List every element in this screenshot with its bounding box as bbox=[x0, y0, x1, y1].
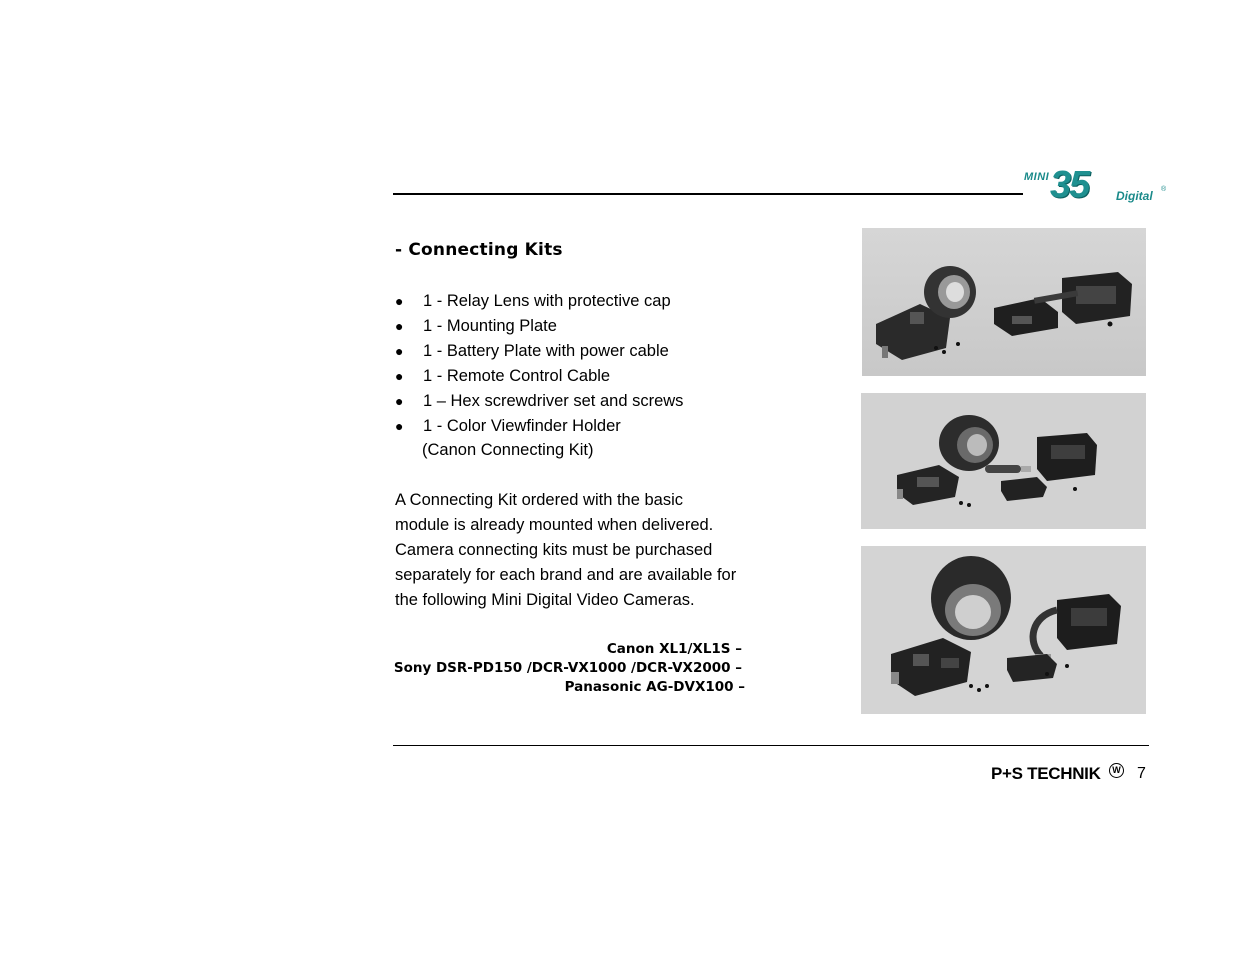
list-item bbox=[395, 414, 683, 439]
description-paragraph bbox=[395, 488, 736, 613]
bullet-icon: ● bbox=[395, 293, 404, 309]
paragraph-line: the following Mini Digital Video Cameras. bbox=[395, 591, 695, 609]
page-number: 7 bbox=[1137, 765, 1146, 782]
bullet-icon: ● bbox=[395, 418, 404, 434]
product-photo-canon-kit bbox=[862, 228, 1146, 376]
list-item-text: 1 - Mounting Plate bbox=[423, 317, 557, 335]
list-item bbox=[395, 314, 683, 339]
bullet-icon: ● bbox=[395, 393, 404, 409]
header-rule bbox=[393, 193, 1023, 195]
logo-digital-text: Digital bbox=[1116, 189, 1153, 203]
logo-mini-text: MINI bbox=[1024, 171, 1050, 183]
list-item-text: 1 - Relay Lens with protective cap bbox=[423, 292, 671, 310]
camera-item-sony: Sony DSR-PD150 /DCR-VX1000 /DCR-VX2000 – bbox=[393, 660, 742, 676]
paragraph-line: module is already mounted when delivered. bbox=[395, 516, 714, 534]
list-item bbox=[395, 389, 683, 414]
paragraph-line: A Connecting Kit ordered with the basic bbox=[395, 491, 684, 509]
section-heading: - Connecting Kits bbox=[395, 240, 563, 260]
bullet-icon: ● bbox=[395, 368, 404, 384]
list-item-text: 1 - Remote Control Cable bbox=[423, 367, 611, 385]
product-photo-panasonic-kit bbox=[861, 546, 1146, 714]
paragraph-line: Camera connecting kits must be purchased bbox=[395, 541, 713, 559]
bullet-note: (Canon Connecting Kit) bbox=[422, 441, 594, 459]
brand-mark-icon: W bbox=[1109, 763, 1124, 778]
product-photo-sony-kit bbox=[861, 393, 1146, 529]
paragraph-line: separately for each brand and are available for bbox=[395, 566, 737, 584]
list-item-text: 1 - Color Viewfinder Holder bbox=[423, 417, 621, 435]
mini35-digital-logo bbox=[1022, 164, 1170, 208]
list-item bbox=[395, 339, 683, 364]
kit-contents-list bbox=[395, 289, 683, 439]
list-item bbox=[395, 289, 683, 314]
list-item-text: 1 – Hex screwdriver set and screws bbox=[423, 392, 684, 410]
list-item-text: 1 - Battery Plate with power cable bbox=[423, 342, 669, 360]
logo-registered-mark: ® bbox=[1161, 186, 1167, 193]
camera-list bbox=[380, 640, 745, 697]
logo-number: 35 bbox=[1050, 164, 1089, 206]
list-item bbox=[395, 364, 683, 389]
camera-item-canon: Canon XL1/XL1S – bbox=[606, 641, 742, 657]
footer-rule bbox=[393, 745, 1149, 746]
bullet-icon: ● bbox=[395, 343, 404, 359]
camera-item-panasonic: Panasonic AG-DVX100 – bbox=[564, 679, 745, 695]
brand-logo-text: P+S TECHNIK bbox=[991, 764, 1101, 783]
bullet-icon: ● bbox=[395, 318, 404, 334]
